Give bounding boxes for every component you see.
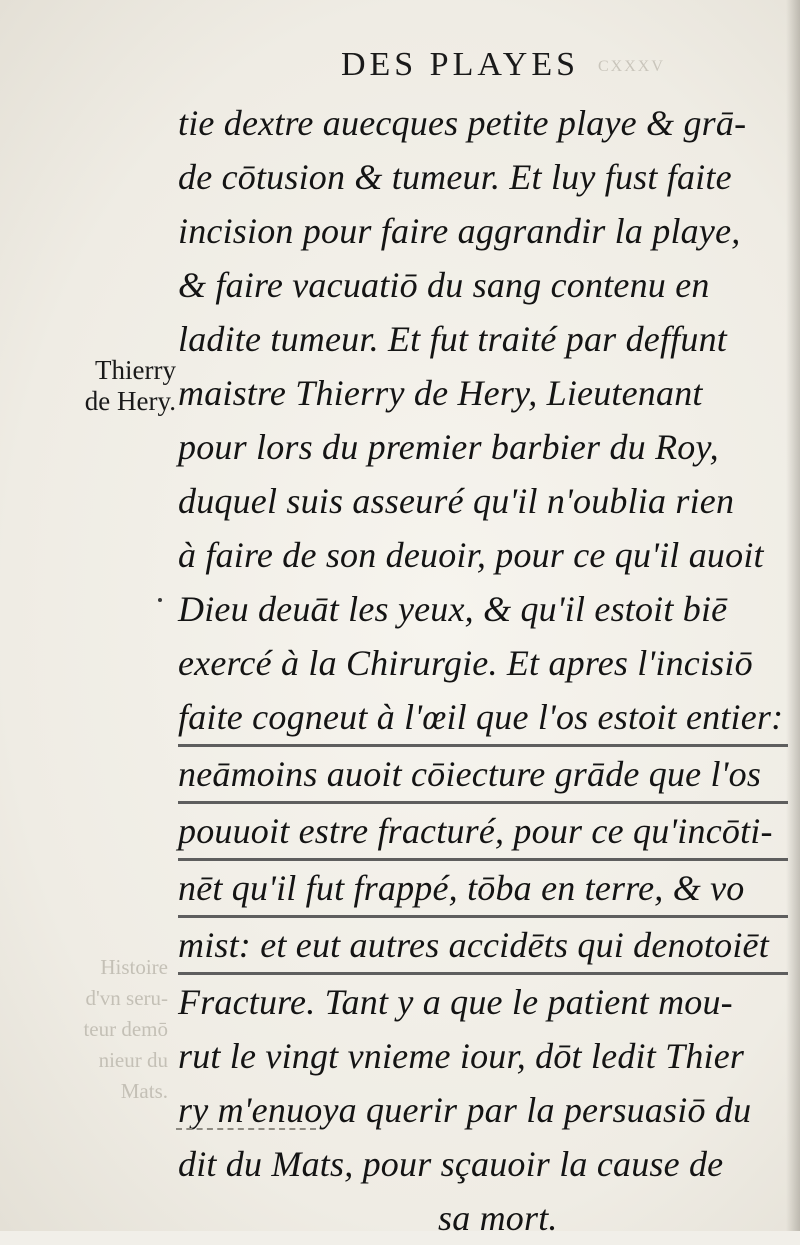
underlined-text-line: nēt qu'il fut frappé, tōba en terre, & vo (178, 861, 788, 918)
text-line: ladite tumeur. Et fut traité par deffunt (178, 319, 727, 359)
underlined-text-line: faite cogneut à l'œil que l'os estoit entier: (178, 690, 788, 747)
ghost-note-line: Mats. (120, 1079, 168, 1103)
margin-note-line: de Hery. (84, 386, 176, 416)
ghost-note-line: nieur du (98, 1048, 168, 1072)
ghost-folio-bleedthrough: CXXXV (598, 58, 665, 75)
text-line: & faire vacuatiō du sang contenu en (178, 265, 710, 305)
underlined-text-line: pouuoit estre fracturé, pour ce qu'incōti- (178, 804, 788, 861)
margin-note (40, 355, 176, 417)
underlined-text-line: mist: et eut autres accidēts qui denotoiēt (178, 918, 788, 975)
text-line: de cōtusion & tumeur. Et luy fust faite (178, 157, 732, 197)
text-line: tie dextre auecques petite playe & grā- (178, 103, 747, 143)
ghost-note-line: teur demō (83, 1017, 168, 1041)
text-line: sa mort. (438, 1198, 558, 1238)
body-text (178, 96, 788, 1245)
pencil-mark (176, 1128, 316, 1130)
ink-speck (158, 598, 162, 602)
text-line: maistre Thierry de Hery, Lieutenant (178, 373, 703, 413)
underlined-text-line: neāmoins auoit cōiecture grāde que l'os (178, 747, 788, 804)
ghost-margin-bleedthrough (40, 952, 168, 1107)
text-line: ry m'enuoya querir par la persuasiō du (178, 1090, 752, 1130)
page-edge-shadow (786, 0, 800, 1231)
ghost-note-line: d'vn seru- (85, 986, 168, 1010)
text-line: rut le vingt vnieme iour, dōt ledit Thier (178, 1036, 745, 1076)
text-line: exercé à la Chirurgie. Et apres l'incisiō (178, 643, 753, 683)
ghost-note-line: Histoire (100, 955, 168, 979)
text-line: dit du Mats, pour sçauoir la cause de (178, 1144, 724, 1184)
margin-note-line: Thierry (95, 355, 176, 385)
text-line: Fracture. Tant y a que le patient mou- (178, 982, 733, 1022)
text-line: duquel suis asseuré qu'il n'oublia rien (178, 481, 735, 521)
text-line: à faire de son deuoir, pour ce qu'il auoit (178, 535, 764, 575)
text-line: pour lors du premier barbier du Roy, (178, 427, 719, 467)
text-line: Dieu deuāt les yeux, & qu'il estoit biē (178, 589, 728, 629)
running-head: DES PLAYES (340, 46, 580, 83)
text-line: incision pour faire aggrandir la playe, (178, 211, 741, 251)
